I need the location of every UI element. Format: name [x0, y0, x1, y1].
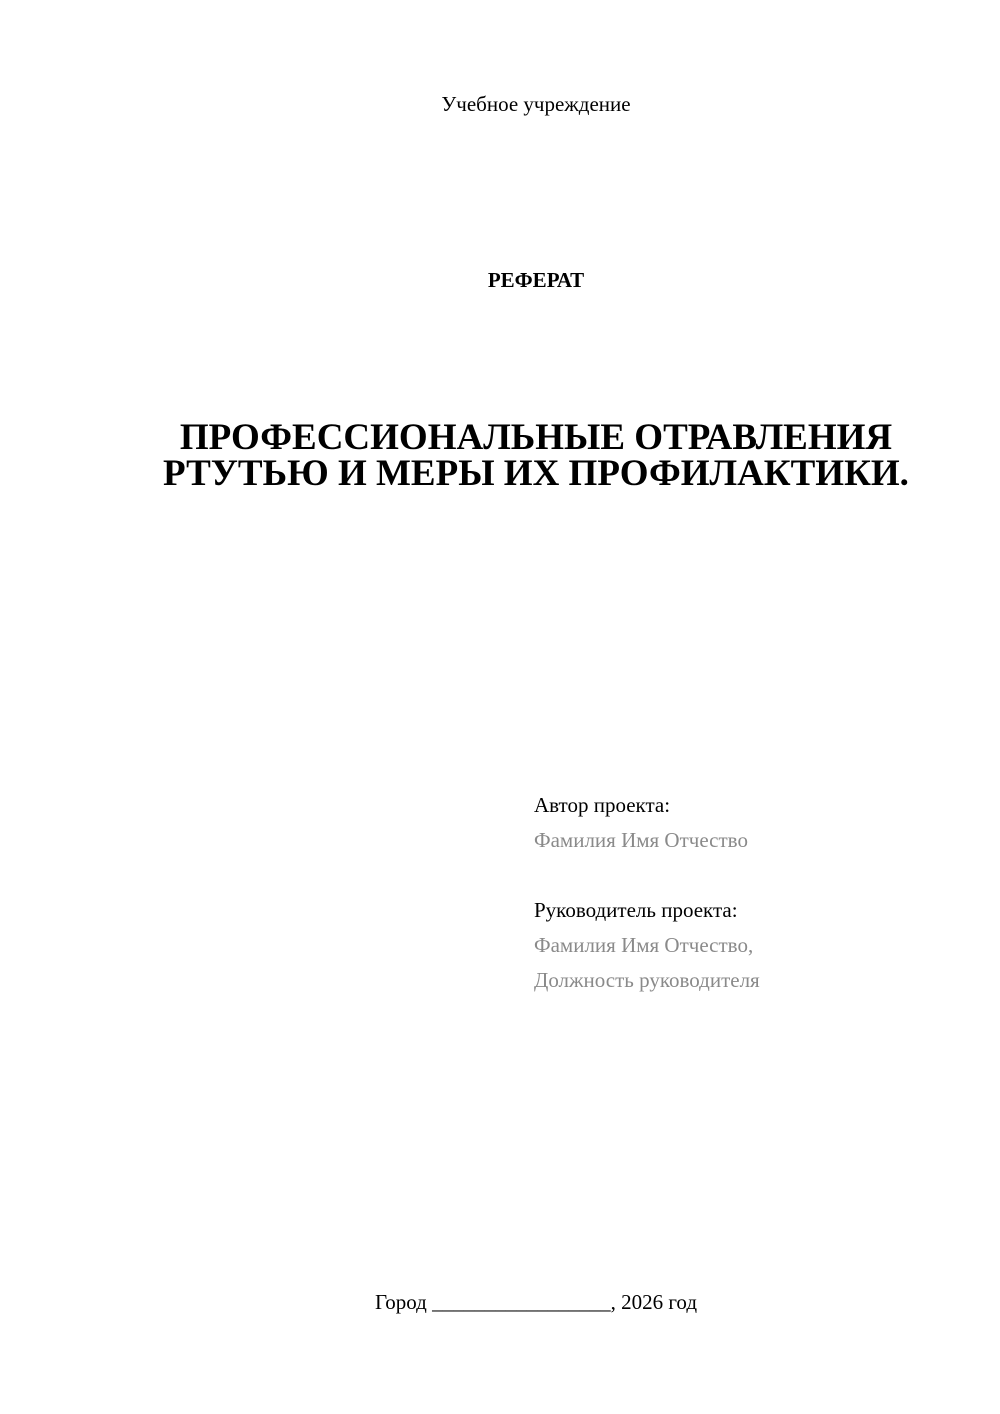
author-block: [534, 788, 974, 858]
author-name: Фамилия Имя Отчество: [534, 828, 748, 852]
credits-section: [534, 788, 974, 998]
institution-name: Учебное учреждение: [441, 92, 631, 116]
supervisor-position: Должность руководителя: [534, 968, 760, 992]
city-year-line: Город _________________, 2026 год: [374, 1290, 698, 1314]
supervisor-name: Фамилия Имя Отчество,: [534, 933, 754, 957]
supervisor-block: [534, 893, 974, 998]
author-label: Автор проекта:: [534, 793, 671, 817]
document-title: ПРОФЕССИОНАЛЬНЫЕ ОТРАВЛЕНИЯ РТУТЬЮ И МЕРЫ ИХ ПРОФИЛАКТИКИ.: [163, 417, 909, 494]
supervisor-label: Руководитель проекта:: [534, 898, 738, 922]
document-type: РЕФЕРАТ: [487, 268, 585, 292]
